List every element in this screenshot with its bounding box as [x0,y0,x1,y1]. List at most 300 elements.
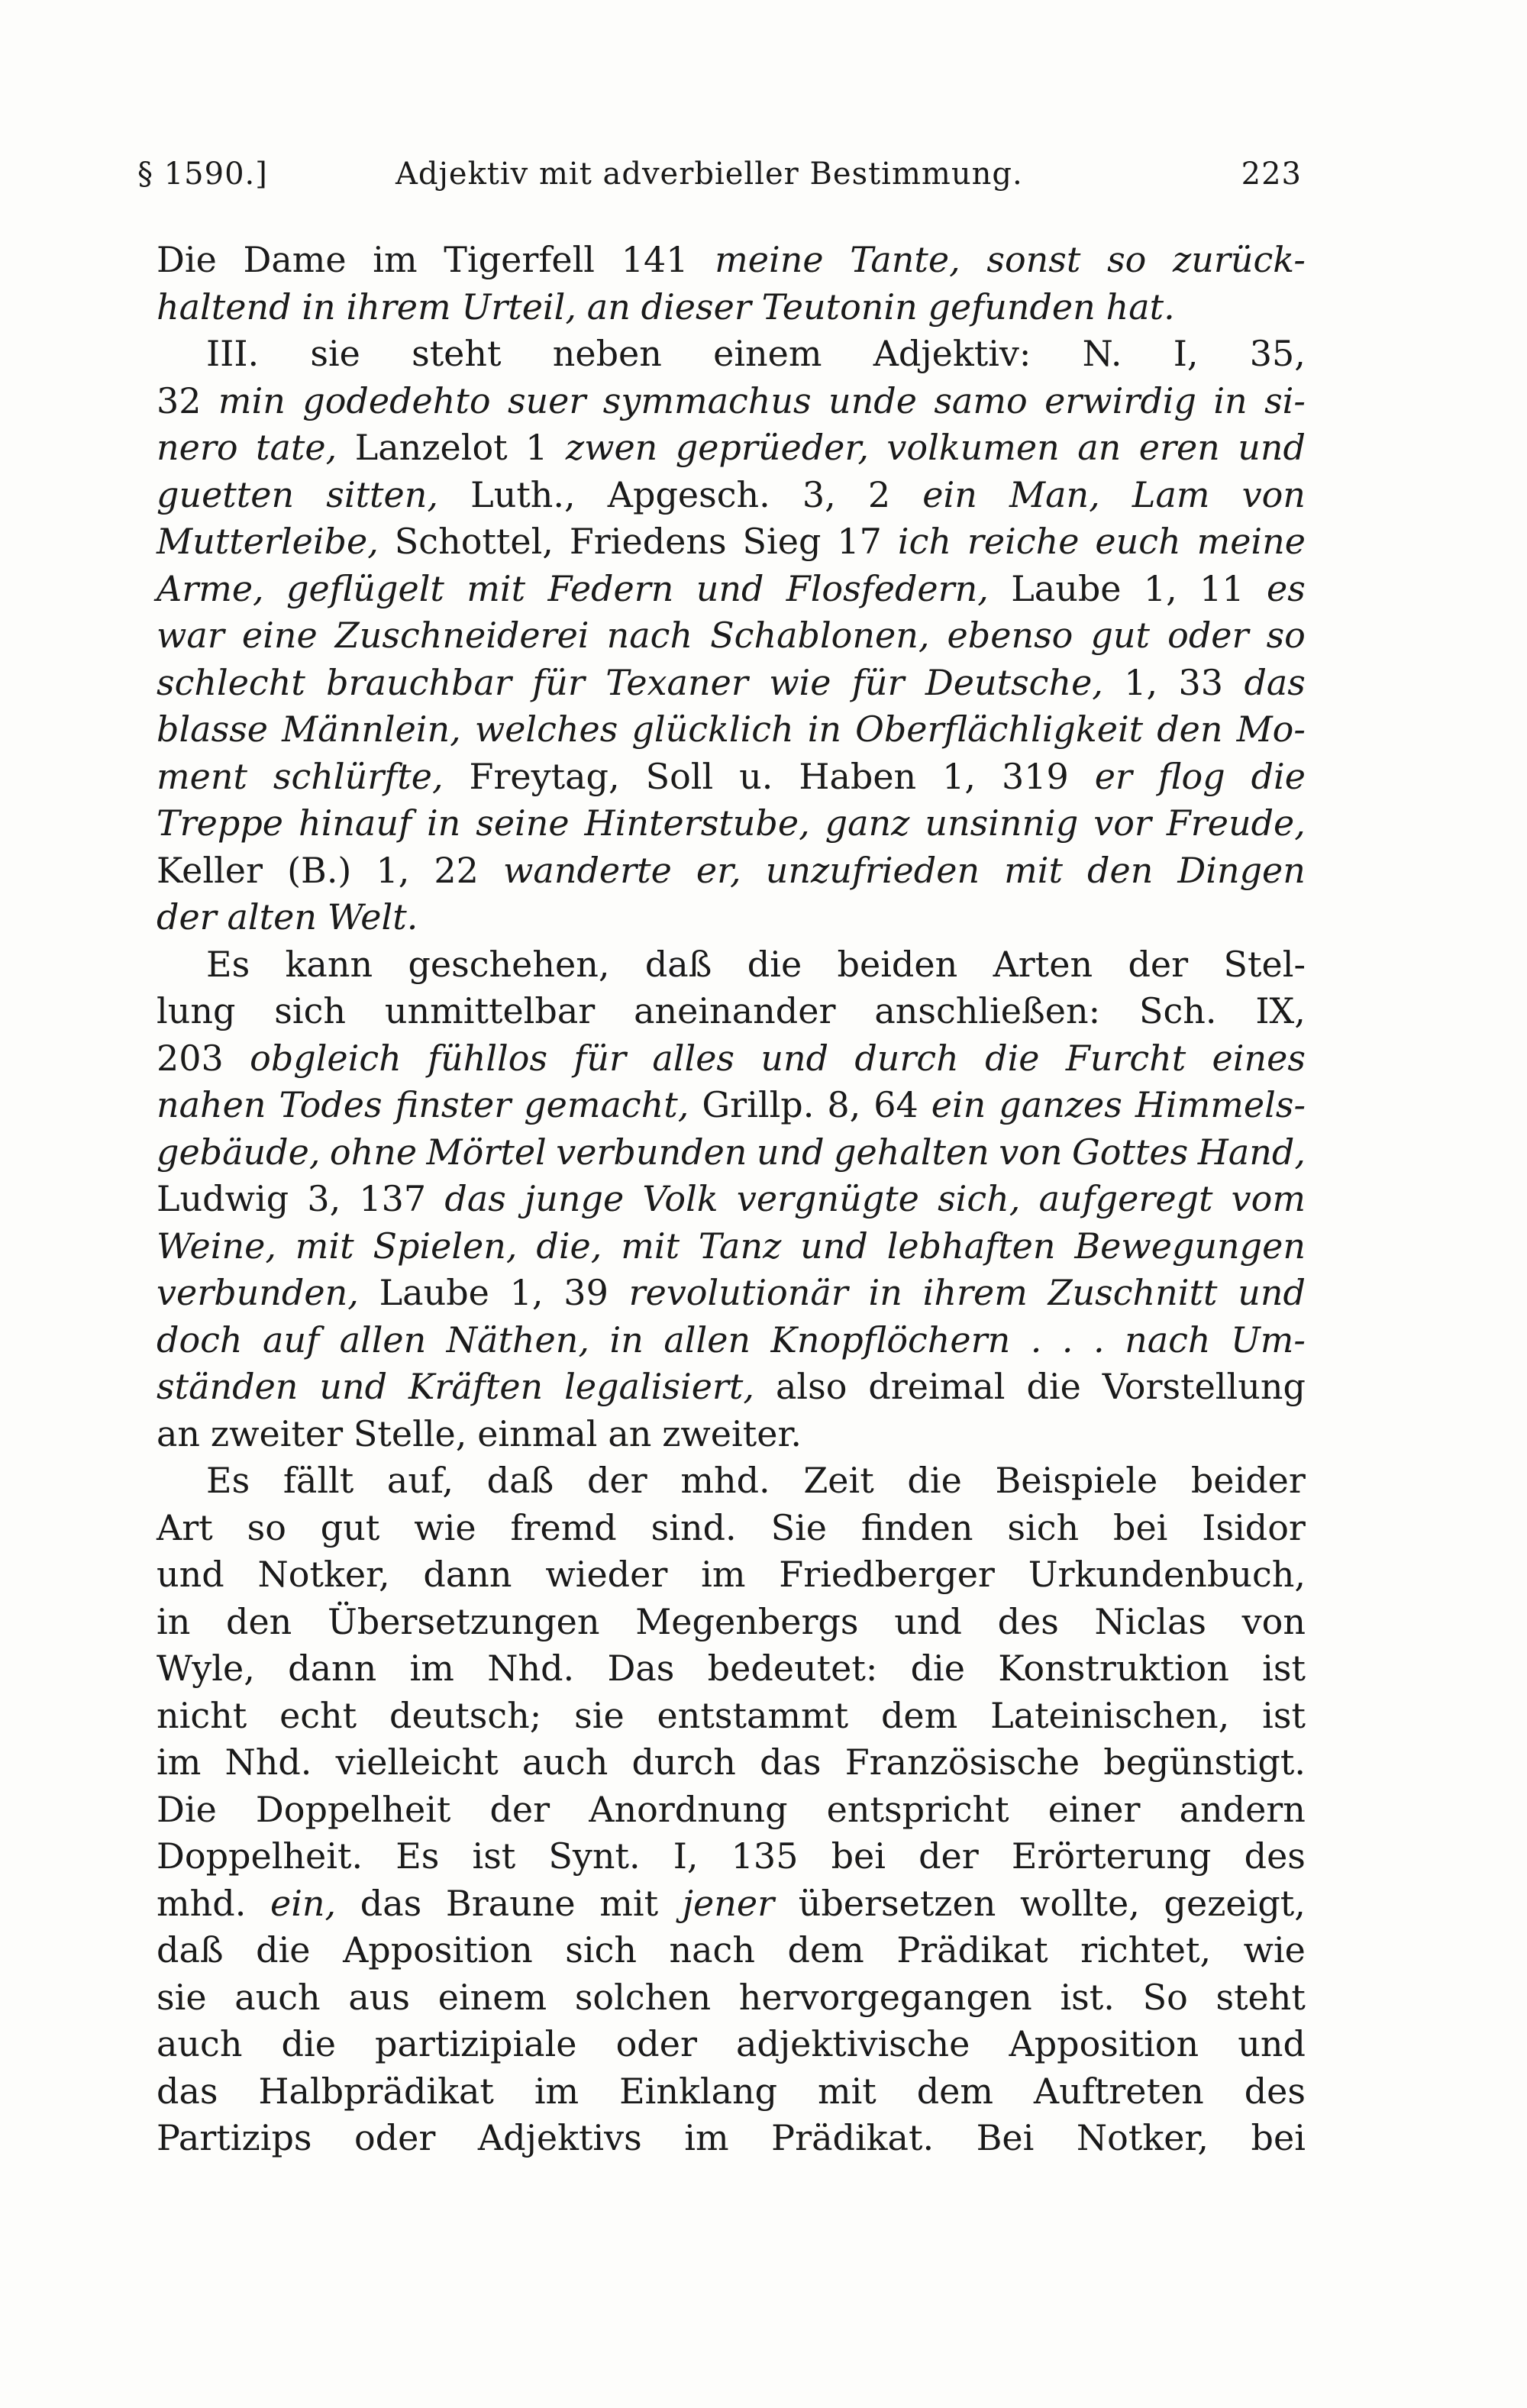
word: daß [157,1929,224,1971]
word: volkumen [886,427,1060,468]
word: Es [395,1835,440,1877]
word: wanderte [503,849,672,891]
word: Sch. [1138,990,1217,1031]
word: so [1266,615,1306,656]
text-line [157,1176,1306,1223]
word: ebenso [947,615,1073,656]
word: gebäude, [157,1131,321,1173]
text-line [157,1787,1306,1834]
word: Mutterleibe, [157,521,379,562]
word: Freude, [1166,802,1306,844]
word: Einklang [619,2070,778,2112]
word: die [1251,755,1306,797]
word: jener [682,1882,775,1924]
word: suer [507,379,586,421]
word: mit [621,1225,680,1267]
word: der [918,1835,979,1877]
word: deutsch; [389,1694,542,1736]
word: in [609,1319,644,1361]
word: Sieg [742,521,822,562]
text-line [157,941,1306,989]
word: 141 [621,239,689,280]
word: war [157,615,224,656]
word: Notker, [1076,2117,1209,2158]
word: doch [157,1319,243,1361]
word: an [586,286,631,328]
word: des [1244,2070,1306,2112]
text-line [157,706,1306,754]
word: und [800,1225,868,1267]
word: Adjektiv: [873,333,1031,374]
word: sich, [938,1178,1021,1219]
word: IX, [1255,990,1306,1031]
word: 39 [563,1272,609,1313]
word: beiden [837,943,958,985]
word: und [157,1554,224,1595]
text-line [157,1693,1306,1740]
word: Stel- [1223,943,1306,985]
word: fühllos [428,1037,548,1079]
word: im [534,2070,579,2112]
word: im [373,239,418,280]
word: (B.) [287,849,352,891]
word: fremd [510,1506,617,1548]
word: für [851,661,905,703]
word: Es [206,943,250,985]
word: ganz [825,802,910,844]
word: das [444,1178,506,1219]
word: Auftreten [1033,2070,1204,2112]
word: bei [1251,2117,1306,2158]
word: 137 [359,1178,427,1219]
word: ihrem [922,1272,1028,1313]
word: Nhd. [224,1741,312,1783]
word: steht [412,333,502,374]
word: sich [565,1929,637,1971]
word: an [157,1412,201,1454]
text-line [157,1317,1306,1364]
word: meine [715,239,824,280]
word: allen [339,1319,427,1361]
word: . [1030,1319,1042,1361]
word: I, [673,1835,699,1877]
word: unzufrieden [765,849,980,891]
word: Partizips [157,2117,312,2158]
word: die [985,1037,1040,1079]
word: Braune [445,1882,576,1924]
word: Man, [1009,473,1100,515]
text-line [157,1364,1306,1411]
running-title: Adjektiv mit adverbieller Bestimmung. [395,157,1023,192]
text-line [157,284,1306,331]
word: Oberflächligkeit [855,709,1144,750]
text-line [157,518,1306,566]
word: 3, [307,1178,341,1219]
word: mit [599,1882,659,1924]
word: durch [631,1741,736,1783]
word: das [157,2070,218,2112]
word: 1, [942,755,976,797]
word: Um- [1231,1319,1306,1361]
word: in [807,709,842,750]
word: 3, [802,473,836,515]
word: 2 [867,473,891,515]
word: 1 [525,427,548,468]
text-line [157,2068,1306,2116]
word: 1, [509,1272,544,1313]
text-line [157,424,1306,472]
word: einmal [477,1412,598,1454]
word: schlürfte, [273,755,444,797]
word: Konstruktion [998,1648,1229,1689]
word: Spielen, [373,1225,518,1267]
word: Flosfedern, [786,567,989,609]
word: 319 [1001,755,1069,797]
word: Kräften [408,1366,544,1407]
word: sonst [986,239,1081,280]
word: solchen [574,1976,712,2018]
text-line [157,1645,1306,1693]
word: und [1238,1272,1306,1313]
text-line [157,1551,1306,1599]
word: Stelle, [353,1412,467,1454]
word: Beispiele [995,1460,1158,1501]
word: 17 [837,521,882,562]
word: gefunden [928,286,1096,328]
page-number: 223 [1241,157,1302,192]
word: an [1077,427,1122,468]
word: Federn [547,567,674,609]
word: Schablonen, [710,615,930,656]
word: ein [922,473,977,515]
word: mhd. [680,1460,770,1501]
word: des [1244,1835,1306,1877]
word: geflügelt [286,567,444,609]
word: Lateinischen, [990,1694,1230,1736]
word: gut [320,1506,380,1548]
word: 32 [157,379,202,421]
word: es [1267,567,1306,609]
word: der [157,896,217,938]
word: 11 [1199,567,1245,609]
word: Nhd. [487,1648,575,1689]
word: vom [1231,1178,1306,1219]
word: Todes [279,1084,383,1125]
word: die [281,2023,336,2064]
word: Isidor [1202,1506,1306,1548]
text-line [157,1035,1306,1083]
word: einer [1048,1788,1141,1830]
word: in [302,286,336,328]
word: oder [1167,615,1249,656]
word: Himmels- [1135,1084,1306,1125]
word: er, [696,849,741,891]
word: für [532,661,585,703]
word: Apgesch. [607,473,770,515]
text-line [157,847,1306,895]
word: von [1241,473,1306,515]
word: Männlein, [282,709,461,750]
text-line [157,1411,1306,1458]
word: ist. [1060,1976,1115,2018]
word: die, [536,1225,602,1267]
word: den [1087,849,1154,891]
word: einem [437,1976,547,2018]
word: Gottes [1072,1131,1189,1173]
word: 135 [731,1835,799,1877]
word: obgleich [250,1037,402,1079]
word: in [157,1600,191,1642]
word: ihrem [346,286,451,328]
word: Luth., [470,473,576,515]
word: guetten [157,473,295,515]
word: meine [1196,521,1306,562]
word: nicht [157,1694,247,1736]
word: Mo- [1236,709,1306,750]
text-line [157,754,1306,801]
word: geprüeder, [675,427,869,468]
word: nero [157,427,238,468]
word: Haben [799,755,917,797]
word: mit [817,2070,876,2112]
word: von [999,1131,1063,1173]
word: blasse [157,709,269,750]
word: Furcht [1065,1037,1186,1079]
text-line [157,331,1306,378]
word: gezeigt, [1164,1882,1306,1924]
word: Welt. [327,896,418,938]
word: zwen [565,427,658,468]
word: Prädikat [896,1929,1048,1971]
word: er [1094,755,1132,797]
word: ich [897,521,951,562]
word: vergnügte [736,1178,919,1219]
word: hinauf [298,802,412,844]
word: bedeutet: [707,1648,878,1689]
word: I, [1173,333,1199,374]
word: N. [1082,333,1122,374]
word: die [1026,1366,1081,1407]
word: symmachus [602,379,812,421]
text-line [157,894,1306,941]
word: Ludwig [157,1178,289,1219]
word: Texaner [605,661,748,703]
text-line [157,1457,1306,1505]
word: die [256,1929,311,1971]
word: und [1238,2023,1306,2064]
word: . [1093,1319,1105,1361]
word: 22 [434,849,479,891]
word: Knopflöchern [770,1319,1011,1361]
word: dann [288,1648,377,1689]
word: sich [1007,1506,1080,1548]
word: Niclas [1094,1600,1206,1642]
word: dem [916,2070,993,2112]
word: mit [466,567,526,609]
word: so [247,1506,286,1548]
word: brauchbar [326,661,512,703]
word: ist [472,1835,516,1877]
word: Adjektivs [477,2117,642,2158]
word: auch [157,2023,243,2064]
text-line [157,988,1306,1035]
word: so [1107,239,1147,280]
word: das [760,1741,822,1783]
word: ohne [329,1131,418,1173]
word: den [1157,709,1223,750]
section-number: § 1590.] [137,157,268,192]
word: Anordnung [589,1788,788,1830]
word: Vorstellung [1102,1366,1306,1407]
word: unmittelbar [384,990,596,1031]
word: III. [206,333,260,374]
word: in [426,802,461,844]
word: seine [476,802,570,844]
word: Französische [844,1741,1080,1783]
word: legalisiert, [564,1366,755,1407]
word: sie [310,333,360,374]
word: zweiter. [662,1412,802,1454]
word: welches [474,709,618,750]
word: Urkundenbuch, [1028,1554,1306,1595]
word: alten [227,896,317,938]
word: die [747,943,802,985]
word: gemacht, [524,1084,689,1125]
word: schlecht [157,661,305,703]
word: Arten [993,943,1093,985]
word: haltend [157,286,292,328]
word: Erörterung [1011,1835,1212,1877]
word: anschließen: [874,990,1101,1031]
word: nach [606,615,693,656]
word: 35, [1249,333,1306,374]
word: verbunden, [157,1272,359,1313]
word: steht [1215,1976,1306,2018]
word: gehalten [834,1131,989,1173]
word: mit [1004,849,1063,891]
word: dem [880,1694,958,1736]
word: verbunden [556,1131,747,1173]
word: wollte, [1020,1882,1140,1924]
word: 64 [873,1084,918,1125]
word: dem [787,1929,864,1971]
word: in [868,1272,902,1313]
word: Näthen, [446,1319,590,1361]
word: revolutionär [628,1272,848,1313]
word: zweiter [210,1412,344,1454]
word: allen [663,1319,751,1361]
text-line [157,612,1306,660]
word: sich [274,990,347,1031]
word: in [1213,379,1248,421]
word: daß [486,1460,554,1501]
word: flog [1157,755,1225,797]
word: lung [157,990,236,1031]
word: min [218,379,286,421]
word: 1, [1143,567,1177,609]
word: der [489,1788,550,1830]
word: den [226,1600,292,1642]
word: godedehto [302,379,491,421]
word: echt [279,1694,357,1736]
word: Volk [642,1178,718,1219]
word: sie [574,1694,625,1736]
word: . [1061,1319,1073,1361]
word: Doppelheit [255,1788,451,1830]
text-line [157,1223,1306,1270]
word: 1, [376,849,410,891]
word: oder [615,2023,697,2064]
word: Urteil, [461,286,576,328]
word: finden [860,1506,973,1548]
word: vor [1093,802,1151,844]
text-line [157,1505,1306,1552]
word: auf [263,1319,320,1361]
text-line [157,472,1306,519]
word: an [608,1412,652,1454]
word: entspricht [826,1788,1009,1830]
word: einem [713,333,822,374]
word: sind. [651,1506,737,1548]
word: übersetzen [798,1882,996,1924]
word: entstammt [657,1694,849,1736]
word: 33 [1178,661,1224,703]
word: wie [1243,1929,1306,1971]
word: Bewegungen [1074,1225,1306,1267]
word: und [319,1366,388,1407]
word: des [997,1600,1059,1642]
word: für [573,1037,627,1079]
word: Übersetzungen [327,1600,600,1642]
word: 1, [1124,661,1158,703]
word: Deutsche, [925,661,1103,703]
word: oder [354,2117,436,2158]
word: adjektivische [736,2023,970,2064]
word: von [1241,1600,1306,1642]
word: Laube [379,1272,489,1313]
word: und [756,1131,825,1173]
word: Tante, [850,239,960,280]
word: Teutonin [761,286,918,328]
word: Das [607,1648,675,1689]
word: im [701,1554,746,1595]
word: und [760,1037,829,1079]
word: Friedens [569,521,727,562]
body-text [157,237,1306,2162]
word: nach [669,1929,755,1971]
word: die [907,1460,962,1501]
word: dreimal [868,1366,1006,1407]
word: das [360,1882,422,1924]
word: Art [157,1506,213,1548]
word: bei [831,1835,886,1877]
word: Bei [976,2117,1035,2158]
word: Apposition [343,1929,533,1971]
word: beider [1190,1460,1306,1501]
word: Lam [1132,473,1210,515]
word: Weine, [157,1225,276,1267]
word: Megenbergs [635,1600,859,1642]
word: junge [525,1178,625,1219]
word: Freytag, [469,755,620,797]
word: andern [1179,1788,1306,1830]
word: daß [644,943,712,985]
text-line [157,2021,1306,2068]
word: dieser [641,286,751,328]
word: ein [931,1084,986,1125]
word: ein, [270,1882,337,1924]
word: durch [854,1037,959,1079]
